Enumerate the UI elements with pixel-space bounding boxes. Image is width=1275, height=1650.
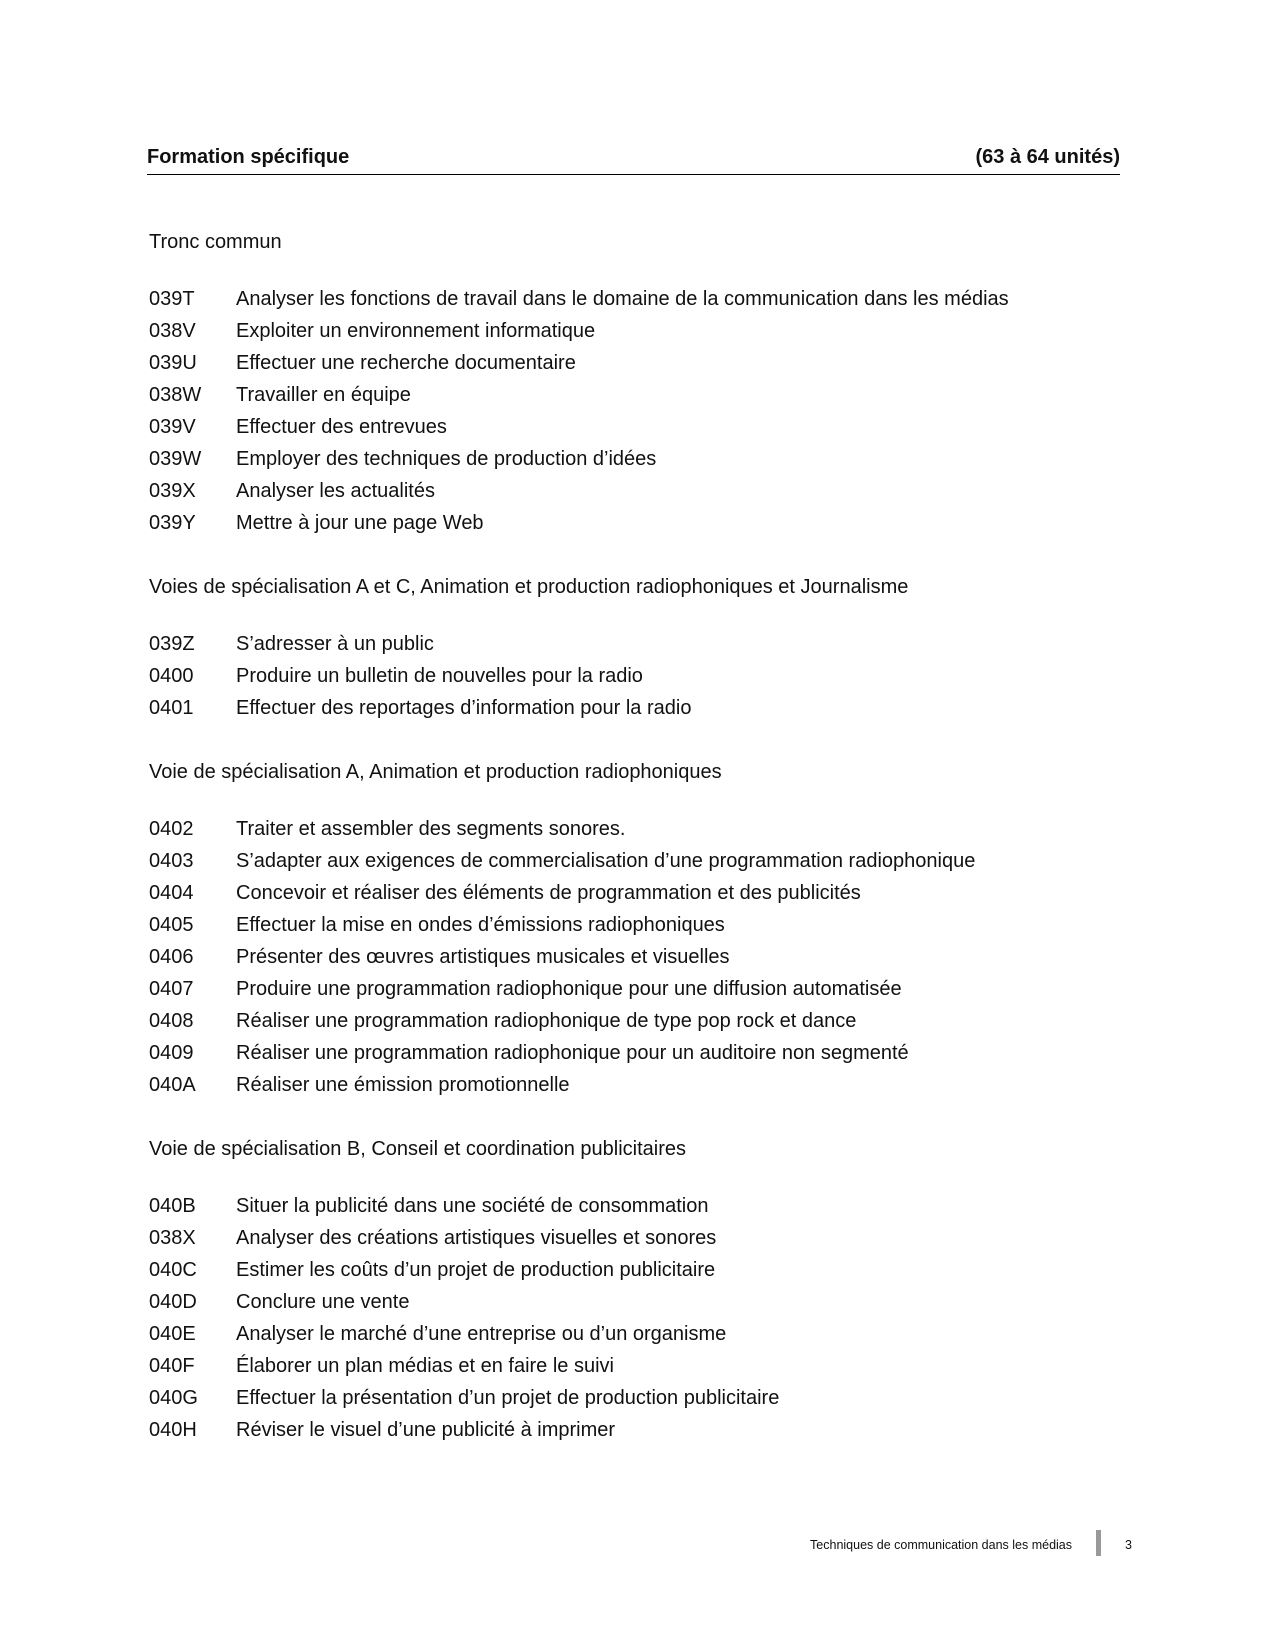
course-row [149,660,1109,692]
course-row [149,692,1109,724]
course-row [149,475,1109,507]
section-title: Formation spécifique [147,146,350,168]
course-group [149,756,1109,1101]
course-row [149,1318,1109,1350]
course-label: Produire un bulletin de nouvelles pour la radio [236,665,643,687]
course-code: 038W [149,384,202,406]
group-title: Tronc commun [149,231,282,253]
course-label: Réaliser une programmation radiophonique de type pop rock et dance [236,1010,857,1032]
course-label: Concevoir et réaliser des éléments de programmation et des publicités [236,882,861,904]
course-row [149,813,1109,845]
course-code: 039T [149,288,195,310]
course-row [149,1350,1109,1382]
course-row [149,973,1109,1005]
course-code: 040H [149,1419,197,1441]
group-title: Voies de spécialisation A et C, Animation et production radiophoniques et Journalisme [149,576,909,598]
course-label: Estimer les coûts d’un projet de production publicitaire [236,1259,716,1281]
course-label: Conclure une vente [236,1291,410,1313]
course-label: Analyser le marché d’une entreprise ou d’un organisme [236,1323,727,1345]
course-code: 0404 [149,882,194,904]
course-row [149,1005,1109,1037]
course-code: 040E [149,1323,196,1345]
course-row [149,628,1109,660]
course-code: 038X [149,1227,196,1249]
course-code: 039Y [149,512,196,534]
course-code: 0400 [149,665,194,687]
course-row [149,1286,1109,1318]
footer-title: Techniques de communication dans les médias [810,1538,1072,1552]
course-row [149,877,1109,909]
course-row [149,1382,1109,1414]
course-row [149,411,1109,443]
group-title: Voie de spécialisation B, Conseil et coordination publicitaires [149,1138,686,1160]
course-code: 040A [149,1074,196,1096]
course-label: Mettre à jour une page Web [236,512,484,534]
course-label: Exploiter un environnement informatique [236,320,596,342]
course-label: Analyser les actualités [236,480,435,502]
course-row [149,347,1109,379]
course-label: Situer la publicité dans une société de consommation [236,1195,709,1217]
course-row [149,1414,1109,1446]
course-code: 040B [149,1195,196,1217]
course-code: 0402 [149,818,194,840]
course-label: Employer des techniques de production d’idées [236,448,657,470]
course-code: 0407 [149,978,194,1000]
course-code: 038V [149,320,196,342]
group-title: Voie de spécialisation A, Animation et production radiophoniques [149,761,722,783]
course-row [149,315,1109,347]
section-header [147,146,1120,175]
course-label: Effectuer la mise en ondes d’émissions radiophoniques [236,914,725,936]
course-row [149,443,1109,475]
course-row [149,1069,1109,1101]
course-label: Effectuer des reportages d’information pour la radio [236,697,692,719]
course-label: Présenter des œuvres artistiques musicales et visuelles [236,946,730,968]
course-label: Analyser des créations artistiques visuelles et sonores [236,1227,717,1249]
course-row [149,845,1109,877]
course-group [149,1133,1109,1446]
course-code: 039U [149,352,197,374]
course-label: Travailler en équipe [236,384,411,406]
footer-divider [1096,1530,1101,1556]
course-row [149,1037,1109,1069]
course-group [149,226,1109,539]
course-group [149,571,1109,724]
course-row [149,507,1109,539]
course-code: 040F [149,1355,195,1377]
course-label: Élaborer un plan médias et en faire le suivi [236,1355,614,1377]
course-code: 0405 [149,914,194,936]
course-code: 0403 [149,850,194,872]
course-row [149,379,1109,411]
section-units: (63 à 64 unités) [975,146,1120,168]
course-label: Effectuer une recherche documentaire [236,352,576,374]
course-code: 040D [149,1291,197,1313]
course-list [149,226,1109,1478]
course-label: Traiter et assembler des segments sonores. [236,818,626,840]
course-row [149,1190,1109,1222]
course-code: 039V [149,416,196,438]
course-label: Réviser le visuel d’une publicité à imprimer [236,1419,616,1441]
course-code: 039Z [149,633,195,655]
course-label: Analyser les fonctions de travail dans le domaine de la communication dans les médias [236,288,1009,310]
course-label: S’adresser à un public [236,633,434,655]
course-label: Effectuer la présentation d’un projet de production publicitaire [236,1387,780,1409]
course-code: 039W [149,448,202,470]
course-row [149,283,1109,315]
course-label: Effectuer des entrevues [236,416,447,438]
course-code: 0401 [149,697,194,719]
course-code: 040C [149,1259,197,1281]
course-label: Produire une programmation radiophonique pour une diffusion automatisée [236,978,902,1000]
page-number: 3 [1125,1538,1132,1552]
course-row [149,941,1109,973]
course-code: 0409 [149,1042,194,1064]
course-row [149,1254,1109,1286]
course-code: 040G [149,1387,198,1409]
course-label: Réaliser une programmation radiophonique pour un auditoire non segmenté [236,1042,909,1064]
course-label: S’adapter aux exigences de commercialisation d’une programmation radiophonique [236,850,976,872]
course-row [149,1222,1109,1254]
course-label: Réaliser une émission promotionnelle [236,1074,570,1096]
course-code: 0408 [149,1010,194,1032]
course-row [149,909,1109,941]
course-code: 0406 [149,946,194,968]
course-code: 039X [149,480,196,502]
